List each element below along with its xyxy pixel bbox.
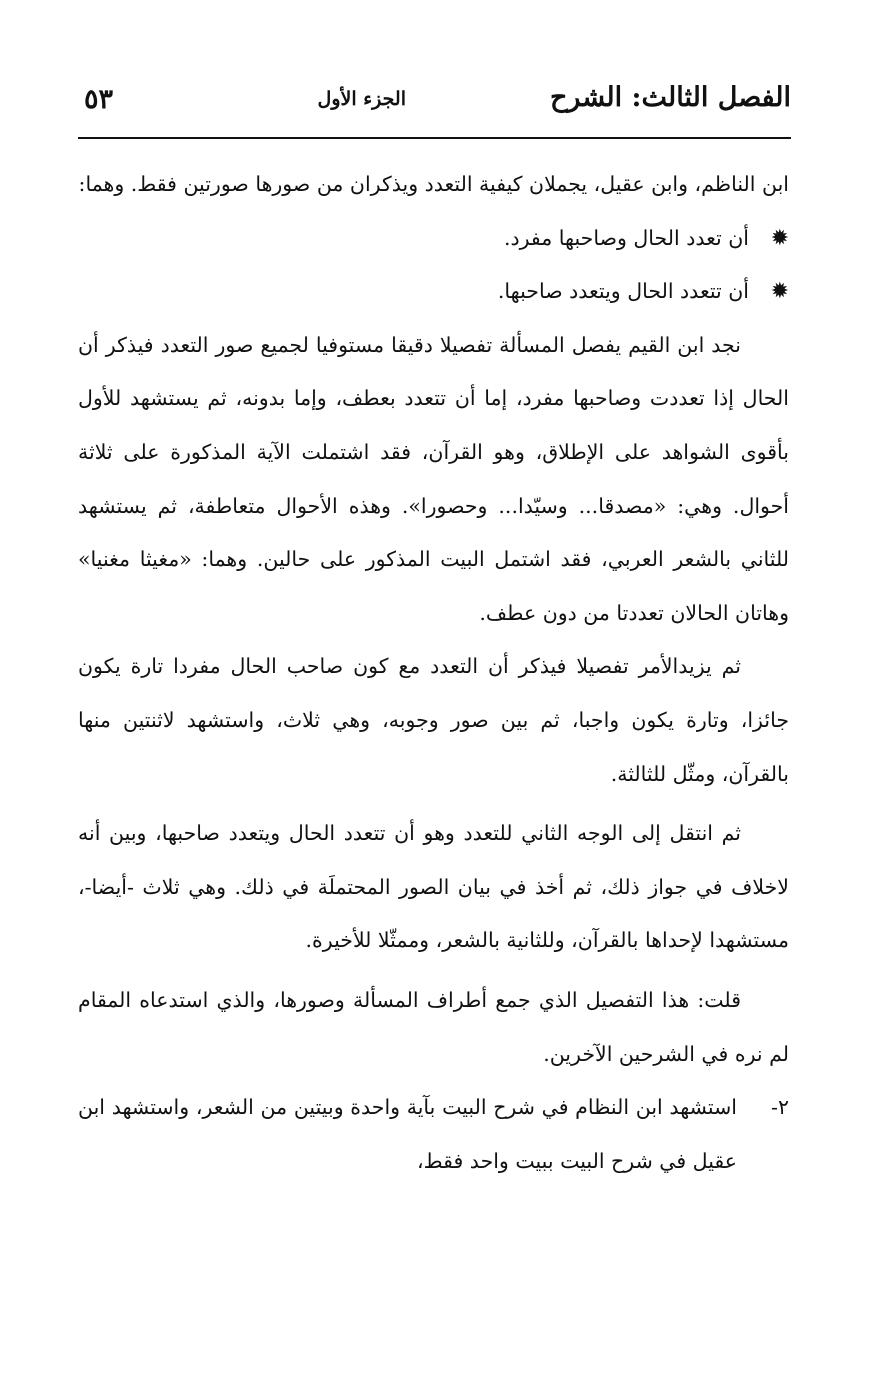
page-number: ٥٣ [84,84,114,115]
paragraph-intro: ابن الناظم، وابن عقيل، يجملان كيفية التعدد ويذكران من صورها صورتين فقط. وهما: [78,172,789,196]
part-title: الجزء الأول [317,88,406,110]
ornament-star-icon: ✹ [770,225,789,251]
bullet-item-2 [78,265,789,319]
body-text [78,158,789,1188]
paragraph-qultu: قلت: هذا التفصيل الذي جمع أطراف المسألة وصورها، والذي استدعاه المقام لم نره في الشرحين الآخرين. [78,987,789,1066]
ornament-star-icon: ✹ [770,279,789,305]
header-divider [78,137,791,139]
bullet-text-2: أن تتعدد الحال ويتعدد صاحبها. [497,279,749,304]
paragraph-detail: ثم يزيدالأمر تفصيلا فيذكر أن التعدد مع كون صاحب الحال مفردا تارة يكون جائزا، وتارة يكون واجبا، ثم بين صور وجوبه، وهي ثلاث، واستشهد لاثنتين منها بالقرآن، ومثّل للثالثة. [78,654,789,786]
paragraph-second-face: ثم انتقل إلى الوجه الثاني للتعدد وهو أن تتعدد الحال ويتعدد صاحبها، وبين أنه لاخلاف في جواز ذلك، ثم أخذ في بيان الصور المحتملَة في ذلك. وهي ثلاث -أيضا-، مستشهدا لإحداها بالقرآن، وللثانية بالشعر، وممثّلا للأخيرة. [78,821,789,953]
bullet-text-1: أن تعدد الحال وصاحبها مفرد. [503,225,749,250]
paragraph-ibn-qayyim: نجد ابن القيم يفصل المسألة تفصيلا دقيقا مستوفيا لجميع صور التعدد فيذكر أن الحال إذا تعددت وصاحبها مفرد، إما أن تتعدد بعطف، وإما بدونه، ثم يستشهد للأول بأقوى الشواهد على الإطلاق، وهو القرآن، فقد اشتملت الآية المذكورة على ثلاثة أحوال. وهي: «مصدقا... وسيّدا... وحصورا». وهذه الأحوال متعاطفة، ثم يستشهد للثاني بالشعر العربي، فقد اشتمل البيت المذكور على حالين. وهما: «مغيثا مغنيا» وهاتان الحالان تعددتا من دون عطف. [78,332,789,625]
bullet-item-1 [78,212,789,266]
numbered-item-2 [78,1081,789,1188]
item-number: ٢- [771,1095,789,1120]
item-text: استشهد ابن النظام في شرح البيت بآية واحدة وبيتين من الشعر، واستشهد ابن عقيل في شرح البيت ببيت واحد فقط، [78,1095,737,1173]
page-header [78,76,791,136]
chapter-title: الفصل الثالث: الشرح [550,82,791,113]
